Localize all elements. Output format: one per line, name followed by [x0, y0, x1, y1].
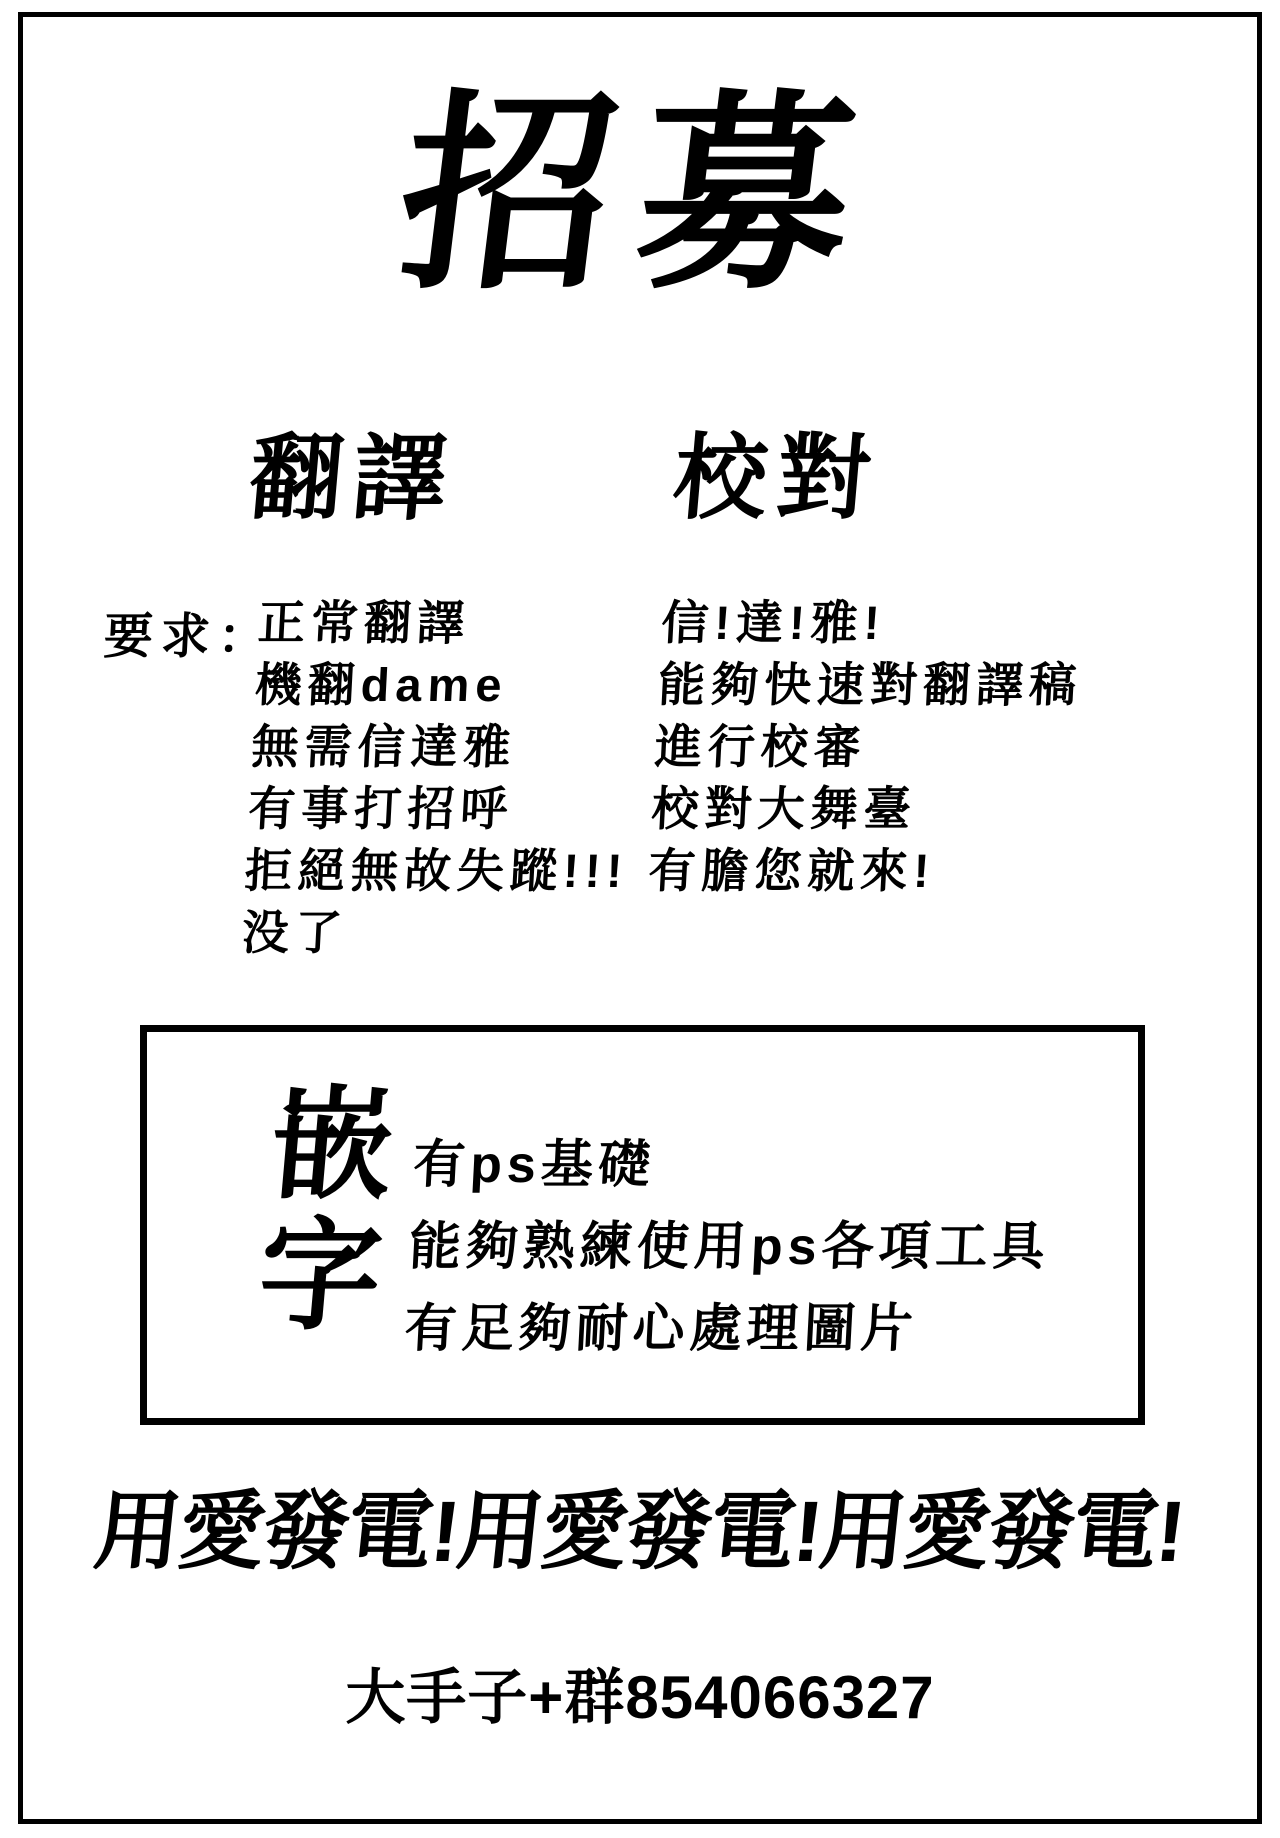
- translation-requirement-item: 無需信達雅: [250, 720, 519, 773]
- contact-info: 大手子+群854066327: [345, 1664, 935, 1731]
- proofreading-requirements-list: [647, 592, 1087, 902]
- slogan-text: 用愛發電!用愛發電!用愛發電!: [90, 1484, 1189, 1580]
- proofreading-requirement-item: 有膽您就來!: [647, 844, 937, 897]
- typesetting-box: [140, 1025, 1145, 1425]
- typesetting-header: 嵌字: [253, 1077, 399, 1344]
- proofreading-requirement-item: 進行校審: [653, 720, 869, 773]
- translation-requirement-item: 機翻dame: [253, 658, 510, 711]
- typesetting-requirement-item: 能夠熟練使用ps各項工具: [407, 1218, 1052, 1276]
- translation-requirement-item: 有事打招呼: [247, 782, 515, 835]
- requirements-label: 要求：: [102, 610, 277, 664]
- column-header-proofreading: 校對: [669, 426, 885, 530]
- translation-requirement-item: 正常翻譯: [256, 596, 472, 649]
- translation-requirement-item: 拒絕無故失蹤!!!: [243, 844, 630, 897]
- poster-title: 招募: [387, 76, 893, 313]
- translation-requirement-item: 没了: [240, 906, 350, 959]
- translation-requirements-list: [240, 592, 642, 964]
- proofreading-requirement-item: 能夠快速對翻譯稿: [656, 658, 1084, 711]
- typesetting-requirement-item: 有足夠耐心處理圖片: [403, 1300, 920, 1358]
- proofreading-requirement-item: 校對大舞臺: [650, 782, 919, 835]
- proofreading-requirement-item: 信!達!雅!: [660, 596, 887, 649]
- typesetting-requirement-item: 有ps基礎: [411, 1136, 657, 1194]
- column-header-translation: 翻譯: [245, 426, 461, 530]
- typesetting-requirements-list: [403, 1124, 1057, 1370]
